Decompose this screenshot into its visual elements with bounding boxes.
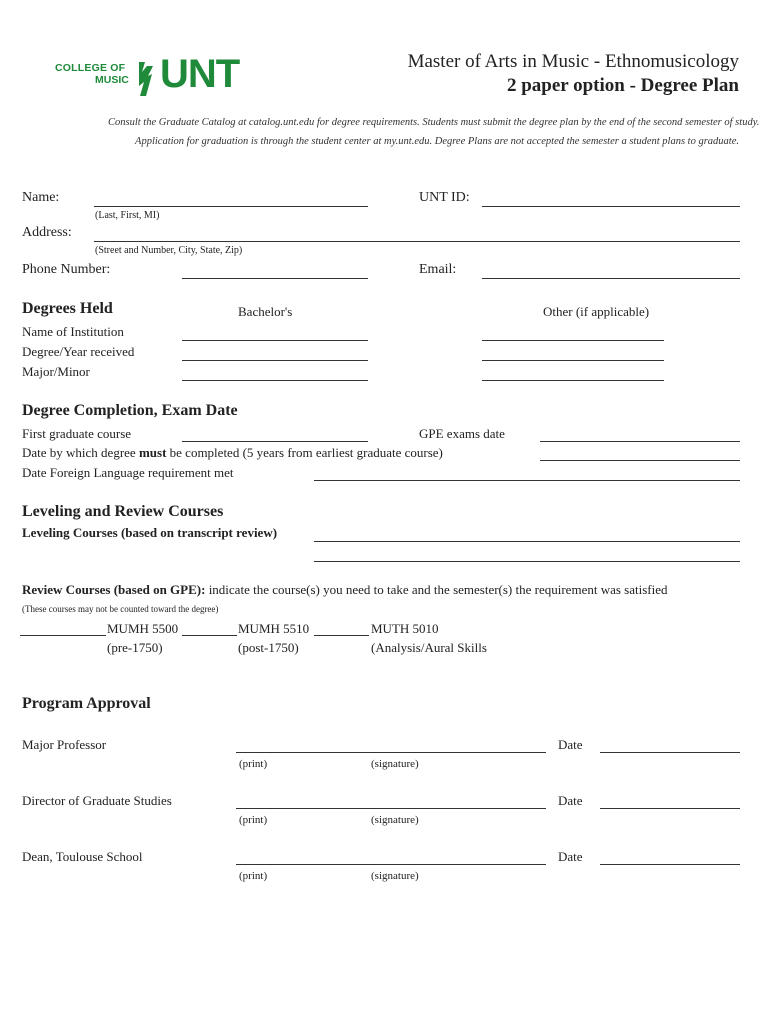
leveling-courses-field-2[interactable] [314,561,740,562]
other-institution-field[interactable] [482,340,664,341]
major-professor-date-field[interactable] [600,752,740,753]
leveling-courses-field-1[interactable] [314,541,740,542]
dean-signature-field[interactable] [236,864,546,865]
logo-unt-text: UNT [160,52,240,96]
review-courses-bold: Review Courses (based on GPE): [22,582,206,597]
notice-line-2: Application for graduation is through the student center at my.unt.edu. Degree Plans are not accepted the semester a student plans to graduate. [135,136,739,147]
foreign-language-label: Date Foreign Language requirement met [22,465,234,480]
degree-year-label: Degree/Year received [22,344,135,359]
other-degree-year-field[interactable] [482,360,664,361]
phone-label: Phone Number: [22,262,111,277]
major-professor-signature-hint: (signature) [371,758,419,770]
mumh5510-sub: (post-1750) [238,640,299,655]
completion-heading: Degree Completion, Exam Date [22,402,238,419]
completion-deadline-label [22,445,443,461]
degrees-heading: Degrees Held [22,300,113,317]
mumh5500-sub: (pre-1750) [107,640,163,655]
leveling-courses-label: Leveling Courses (based on transcript review) [22,525,278,540]
bachelors-degree-year-field[interactable] [182,360,368,361]
first-course-label: First graduate course [22,426,132,441]
mumh5500-label: MUMH 5500 [107,621,179,636]
director-signature-field[interactable] [236,808,546,809]
muth5010-sub: (Analysis/Aural Skills [371,640,487,655]
gpe-field[interactable] [540,441,740,442]
address-hint: (Street and Number, City, State, Zip) [95,245,243,256]
deadline-text-post: be completed (5 years from earliest graduate course) [166,445,443,460]
bachelors-institution-field[interactable] [182,340,368,341]
dean-print-hint: (print) [239,870,268,882]
major-professor-print-hint: (print) [239,758,268,770]
mumh5500-field[interactable] [20,635,106,636]
email-field[interactable] [482,278,740,279]
dean-date-field[interactable] [600,864,740,865]
review-courses-label [22,582,668,598]
dean-signature-hint: (signature) [371,870,419,882]
director-date-label: Date [558,793,583,808]
director-label: Director of Graduate Studies [22,793,172,808]
institution-label: Name of Institution [22,324,124,339]
address-field[interactable] [94,241,740,242]
review-courses-note: (These courses may not be counted toward the degree) [22,604,219,614]
leveling-heading: Leveling and Review Courses [22,503,224,520]
director-print-hint: (print) [239,814,268,826]
major-minor-label: Major/Minor [22,364,90,379]
dean-date-label: Date [558,849,583,864]
approval-heading: Program Approval [22,695,151,712]
major-professor-label: Major Professor [22,737,107,752]
major-professor-date-label: Date [558,737,583,752]
form-title: Master of Arts in Music - Ethnomusicology [407,51,739,72]
director-date-field[interactable] [600,808,740,809]
logo-music-text: MUSIC [95,74,129,86]
major-professor-signature-field[interactable] [236,752,546,753]
other-label: Other (if applicable) [543,304,650,319]
gpe-label: GPE exams date [419,426,505,441]
mumh5510-label: MUMH 5510 [238,621,310,636]
logo-college-text: COLLEGE OF [55,62,126,74]
foreign-language-field[interactable] [314,480,740,481]
muth5010-field[interactable] [314,635,369,636]
email-label: Email: [419,262,457,277]
muth5010-label: MUTH 5010 [371,621,439,636]
name-label: Name: [22,190,60,205]
other-major-minor-field[interactable] [482,380,664,381]
name-field[interactable] [94,206,368,207]
name-hint: (Last, First, MI) [95,210,160,221]
bachelors-major-minor-field[interactable] [182,380,368,381]
phone-field[interactable] [182,278,368,279]
bachelors-label: Bachelor's [238,304,293,319]
deadline-text-must: must [138,445,167,460]
first-course-field[interactable] [182,441,368,442]
completion-deadline-field[interactable] [540,460,740,461]
form-subtitle: 2 paper option - Degree Plan [506,75,739,96]
deadline-text-pre: Date by which degree [22,445,139,460]
mumh5510-field[interactable] [182,635,237,636]
unt-id-label: UNT ID: [419,190,470,205]
notice-line-1: Consult the Graduate Catalog at catalog.unt.edu for degree requirements. Students must submit the degree plan by the end of the second semester of study. [108,117,760,128]
eagle-icon [136,60,156,98]
dean-label: Dean, Toulouse School [22,849,143,864]
director-signature-hint: (signature) [371,814,419,826]
unt-id-field[interactable] [482,206,740,207]
review-courses-text: indicate the course(s) you need to take and the semester(s) the requirement was satisfied [205,582,668,597]
address-label: Address: [22,225,72,240]
